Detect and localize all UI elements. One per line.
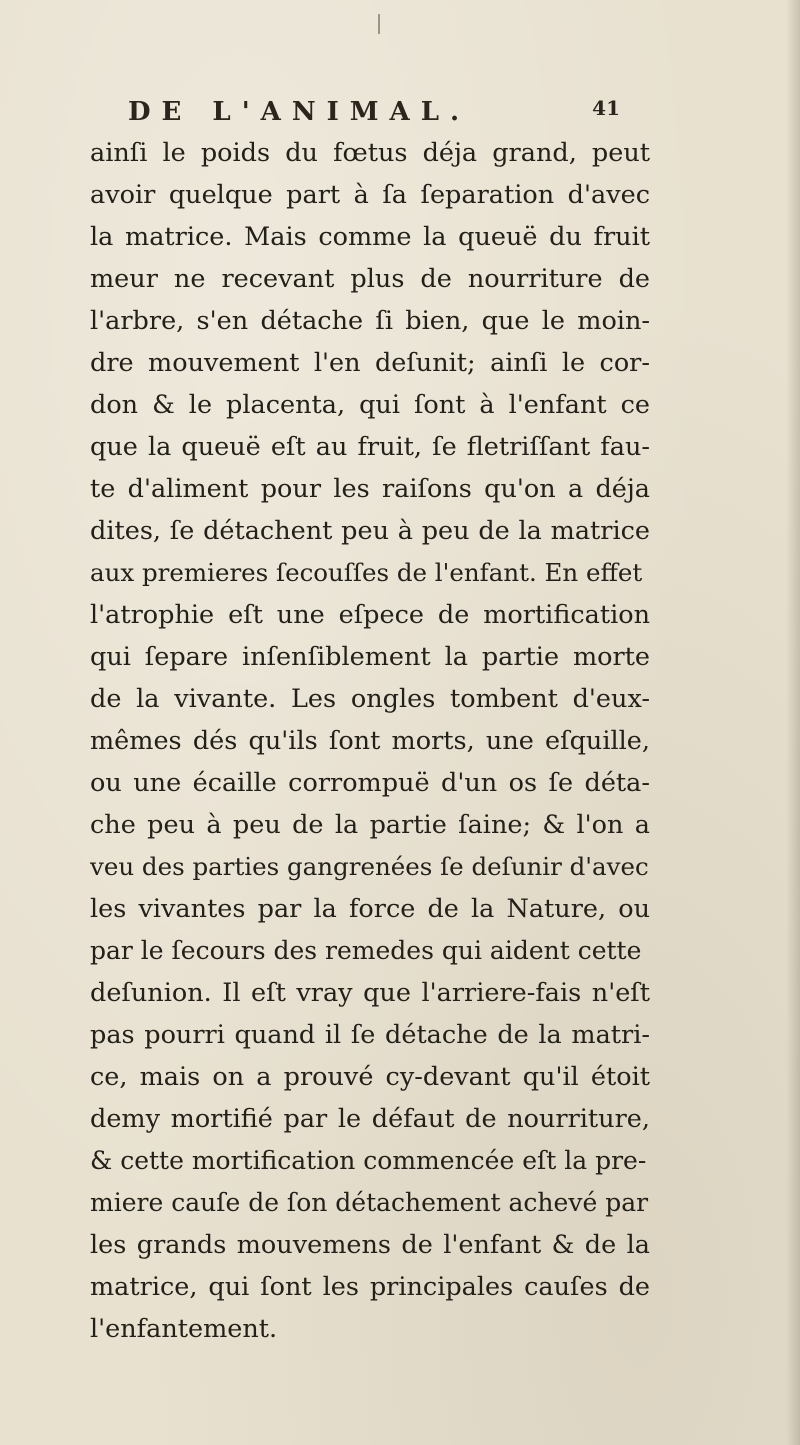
text-line: pas pourri quand il ſe détache de la matri- — [90, 1020, 650, 1050]
text-line: deſunion. Il eſt vray que l'arriere-fais n'eſt — [90, 978, 650, 1008]
text-line: demy mortifié par le défaut de nourriture, — [90, 1104, 650, 1134]
text-line: miere cauſe de ſon détachement achevé par — [90, 1188, 649, 1217]
text-line: & cette mortification commencée eſt la pre- — [90, 1146, 647, 1175]
running-head: DE L'ANIMAL. — [128, 97, 471, 127]
text-line: ainſi le poids du fœtus déja grand, peut — [90, 138, 650, 168]
text-line: l'arbre, s'en détache ſi bien, que le moin- — [90, 306, 650, 336]
text-line: les grands mouvemens de l'enfant & de la — [90, 1230, 650, 1260]
page-number: 41 — [592, 96, 620, 120]
text-line: meur ne recevant plus de nourriture de — [90, 264, 650, 294]
page-header — [128, 92, 628, 132]
text-line: avoir quelque part à ſa ſeparation d'avec — [90, 180, 650, 210]
text-line: matrice, qui ſont les principales cauſes de — [90, 1272, 650, 1302]
text-line: che peu à peu de la partie ſaine; & l'on a — [90, 810, 650, 840]
text-line: ce, mais on a prouvé cy-devant qu'il étoit — [90, 1062, 650, 1092]
body-text — [90, 132, 650, 1350]
text-line: par le ſecours des remedes qui aident cette — [90, 936, 642, 965]
text-line: mêmes dés qu'ils ſont morts, une eſquille, — [90, 726, 650, 756]
text-line: ou une écaille corrompuë d'un os ſe déta- — [90, 768, 650, 798]
text-line: qui ſepare inſenſiblement la partie morte — [90, 642, 650, 672]
ink-mark — [378, 14, 380, 34]
text-line: de la vivante. Les ongles tombent d'eux- — [90, 684, 650, 714]
text-line: dre mouvement l'en deſunit; ainſi le cor- — [90, 348, 650, 378]
page-edge-shadow — [786, 0, 800, 1445]
text-line: les vivantes par la force de la Nature, ou — [90, 894, 650, 924]
text-line: veu des parties gangrenées ſe deſunir d'avec — [90, 852, 649, 881]
text-line: aux premieres ſecouſſes de l'enfant. En effet — [90, 558, 643, 587]
text-line: dites, ſe détachent peu à peu de la matrice — [90, 516, 650, 546]
text-line: l'enfantement. — [90, 1314, 278, 1344]
text-line: l'atrophie eſt une eſpece de mortification — [90, 600, 650, 630]
text-line: la matrice. Mais comme la queuë du fruit — [90, 222, 650, 252]
text-line: te d'aliment pour les raiſons qu'on a déja — [90, 474, 650, 504]
text-line: que la queuë eſt au fruit, ſe fletriſſant fau- — [90, 432, 650, 462]
text-line: don & le placenta, qui ſont à l'enfant ce — [90, 390, 650, 420]
